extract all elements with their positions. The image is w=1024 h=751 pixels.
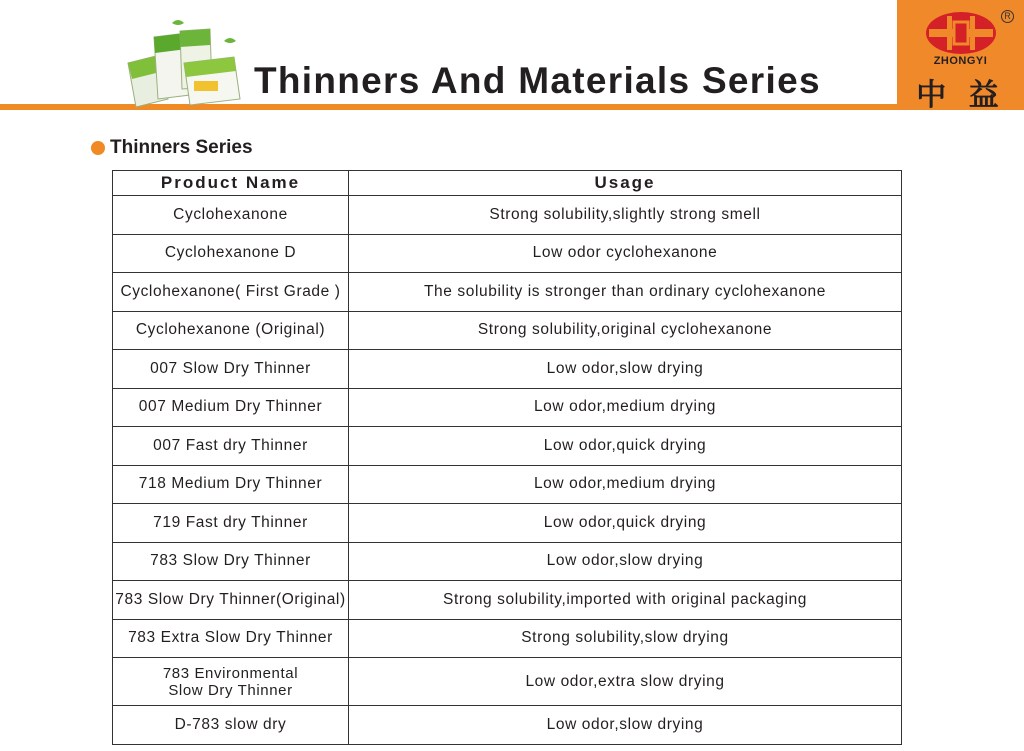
product-name-cell: 783 Extra Slow Dry Thinner [113, 619, 349, 658]
section-title: Thinners Series [110, 137, 253, 158]
table-row [113, 504, 902, 543]
usage-cell: Low odor,slow drying [349, 542, 902, 581]
usage-cell: Strong solubility,slow drying [349, 619, 902, 658]
table-row [113, 465, 902, 504]
product-name-cell: 007 Slow Dry Thinner [113, 350, 349, 389]
product-name-cell: 007 Fast dry Thinner [113, 427, 349, 466]
table-row [113, 427, 902, 466]
brand-name-cn: 中 益 [916, 78, 1005, 113]
table-row [113, 388, 902, 427]
brand-box [897, 0, 1024, 113]
table-row [113, 273, 902, 312]
usage-cell: Low odor,slow drying [349, 350, 902, 389]
table-row [113, 234, 902, 273]
product-name-line-2: Slow Dry Thinner [168, 681, 293, 699]
table-row [113, 350, 902, 389]
product-name-cell: 783 Slow Dry Thinner(Original) [113, 581, 349, 620]
table-row [113, 581, 902, 620]
product-name-line-1: 783 Environmental [162, 664, 299, 682]
usage-cell: Strong solubility,slightly strong smell [349, 196, 902, 235]
table-row [113, 542, 902, 581]
table-row [113, 196, 902, 235]
registered-mark: R [1001, 10, 1014, 23]
product-name-cell: Cyclohexanone (Original) [113, 311, 349, 350]
table-row [113, 658, 902, 706]
usage-cell: Low odor,extra slow drying [349, 658, 902, 706]
product-name-cell: 783 Slow Dry Thinner [113, 542, 349, 581]
column-header-product: Product Name [113, 171, 349, 196]
usage-cell: Strong solubility,imported with original packaging [349, 581, 902, 620]
usage-cell: Low odor,slow drying [349, 706, 902, 745]
product-name-cell: 007 Medium Dry Thinner [113, 388, 349, 427]
table-row [113, 706, 902, 745]
usage-cell: Low odor,medium drying [349, 465, 902, 504]
product-name-cell: Cyclohexanone [113, 196, 349, 235]
table-row [113, 619, 902, 658]
product-name-cell: Cyclohexanone D [113, 234, 349, 273]
usage-cell: Low odor,medium drying [349, 388, 902, 427]
brand-name-en: ZHONGYI [933, 55, 988, 67]
column-header-usage: Usage [349, 171, 902, 196]
usage-cell: Low odor,quick drying [349, 427, 902, 466]
usage-cell: Low odor,quick drying [349, 504, 902, 543]
usage-cell: Low odor cyclohexanone [349, 234, 902, 273]
usage-cell: Strong solubility,original cyclohexanone [349, 311, 902, 350]
zhongyi-logo-icon [925, 10, 997, 56]
table-row [113, 311, 902, 350]
product-name-cell: 719 Fast dry Thinner [113, 504, 349, 543]
product-name-cell: D-783 slow dry [113, 706, 349, 745]
thinners-table [112, 170, 902, 745]
usage-cell: The solubility is stronger than ordinary cyclohexanone [349, 273, 902, 312]
product-name-cell: Cyclohexanone( First Grade ) [113, 273, 349, 312]
page-title: Thinners And Materials Series [254, 60, 821, 101]
product-name-cell [113, 658, 349, 706]
section-bullet-icon [91, 141, 105, 155]
table-header-row [113, 171, 902, 196]
product-name-cell: 718 Medium Dry Thinner [113, 465, 349, 504]
product-cans-image [124, 15, 244, 107]
